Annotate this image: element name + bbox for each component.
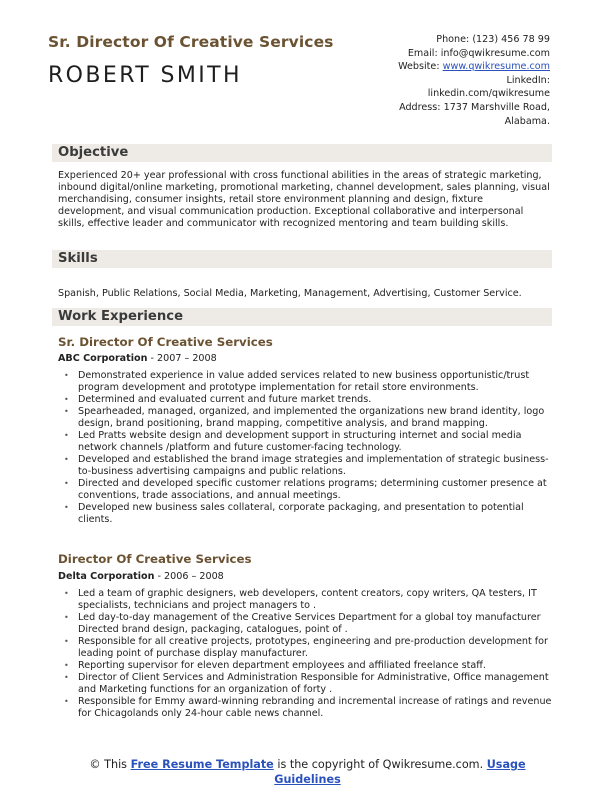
company-name: ABC Corporation bbox=[58, 353, 148, 364]
contact-linkedin: linkedin.com/qwikresume bbox=[427, 88, 550, 100]
resume-job-title: Sr. Director Of Creative Services bbox=[48, 33, 334, 51]
skills-text: Spanish, Public Relations, Social Media, Marketing, Management, Advertising, Customer Service. bbox=[58, 288, 522, 299]
bullet-icon: • bbox=[64, 395, 69, 404]
bullet-icon: • bbox=[64, 503, 69, 512]
usage-guidelines-link[interactable]: Usage Guidelines bbox=[274, 758, 526, 786]
bullet-icon: • bbox=[64, 697, 69, 706]
contact-address: Address: 1737 Marshville Road, bbox=[399, 101, 550, 113]
bullet-icon: • bbox=[64, 407, 69, 416]
company-line bbox=[58, 571, 224, 582]
company-line bbox=[58, 353, 217, 364]
list-item: • Responsible for Emmy award-winning rebranding and incremental increase of ratings and revenue for Chicagolands only 24-hour cable news channel. bbox=[64, 696, 552, 719]
list-item: • Reporting supervisor for eleven department employees and affiliated freelance staff. bbox=[64, 660, 486, 671]
list-item: • Led day-to-day management of the Creative Services Department for a global toy manufacturer Directed brand design, packaging, catalogues, point of . bbox=[64, 612, 541, 635]
objective-text: Experienced 20+ year professional with cross functional abilities in the areas of strategic marketing, inbound digital/online marketing, promotional marketing, channel development, sales planning, visual merchandising, consumer insights, retail store environment planning and design, fixture development, and visual communication production. Exceptional collaborative and interpersonal skills, effective leader and communicator with recognized mentoring and team building skills. bbox=[58, 170, 550, 229]
list-item: • Determined and evaluated current and future market trends. bbox=[64, 394, 372, 405]
job-title: Director Of Creative Services bbox=[58, 552, 252, 566]
list-item: • Led a team of graphic designers, web developers, content creators, copy writers, QA testers, IT specialists, technicians and project managers to . bbox=[64, 588, 537, 611]
list-item: • Director of Client Services and Administration Responsible for Administrative, Office management and Marketing functions for an organization of forty . bbox=[64, 672, 549, 695]
bullet-icon: • bbox=[64, 613, 69, 622]
list-item: • Demonstrated experience in value added services related to new business opportunistic/trust program development and prototype implementation for retail store environments. bbox=[64, 370, 530, 393]
website-link[interactable]: www.qwikresume.com bbox=[442, 61, 550, 73]
job-dates: - 2007 – 2008 bbox=[147, 353, 217, 364]
list-item: • Spearheaded, managed, organized, and implemented the organizations new brand identity, logo design, brand positioning, brand mapping, competitive analysis, and brand mapping. bbox=[64, 406, 545, 429]
list-item: • Led Pratts website design and development support in structuring internet and social media network channels /platform and future customer-facing technology. bbox=[64, 430, 522, 453]
bullet-icon: • bbox=[64, 589, 69, 598]
list-item: • Directed and developed specific customer relations programs; determining customer presence at conventions, trade associations, and annual meetings. bbox=[64, 478, 547, 501]
list-item: • Developed and established the brand image strategies and implementation of strategic business-to-business advertising campaigns and public relations. bbox=[64, 454, 549, 477]
work-section-header bbox=[52, 308, 552, 326]
bullet-icon: • bbox=[64, 637, 69, 646]
contact-website: Website: www.qwikresume.com bbox=[398, 61, 550, 73]
contact-block bbox=[310, 33, 550, 128]
list-item: • Developed new business sales collateral, corporate packaging, and presentation to potential clients. bbox=[64, 502, 524, 525]
objective-heading: Objective bbox=[58, 145, 129, 160]
copyright-footer: © This Free Resume Template is the copyright of Qwikresume.com. Usage Guidelines bbox=[89, 758, 526, 786]
skills-heading: Skills bbox=[58, 251, 98, 266]
list-item: • Responsible for all creative projects, prototypes, engineering and pre-production development for leading point of purchase display manufacturer. bbox=[64, 636, 548, 659]
free-resume-template-link[interactable]: Free Resume Template bbox=[130, 758, 274, 771]
job-bullet-list bbox=[62, 370, 554, 526]
contact-address-line2: Alabama. bbox=[504, 115, 550, 127]
bullet-icon: • bbox=[64, 661, 69, 670]
contact-email: Email: info@qwikresume.com bbox=[407, 47, 550, 59]
bullet-icon: • bbox=[64, 479, 69, 488]
objective-section-header bbox=[52, 144, 552, 162]
job-bullet-list bbox=[62, 588, 554, 720]
resume-person-name: ROBERT SMITH bbox=[48, 63, 242, 88]
bullet-icon: • bbox=[64, 673, 69, 682]
work-heading: Work Experience bbox=[58, 309, 184, 324]
job-dates: - 2006 – 2008 bbox=[154, 571, 224, 582]
bullet-icon: • bbox=[64, 431, 69, 440]
bullet-icon: • bbox=[64, 371, 69, 380]
contact-linkedin-label: LinkedIn: bbox=[506, 74, 550, 86]
company-name: Delta Corporation bbox=[58, 571, 155, 582]
bullet-icon: • bbox=[64, 455, 69, 464]
contact-phone: Phone: (123) 456 78 99 bbox=[436, 34, 550, 45]
job-title: Sr. Director Of Creative Services bbox=[58, 335, 273, 349]
skills-section-header bbox=[52, 250, 552, 268]
